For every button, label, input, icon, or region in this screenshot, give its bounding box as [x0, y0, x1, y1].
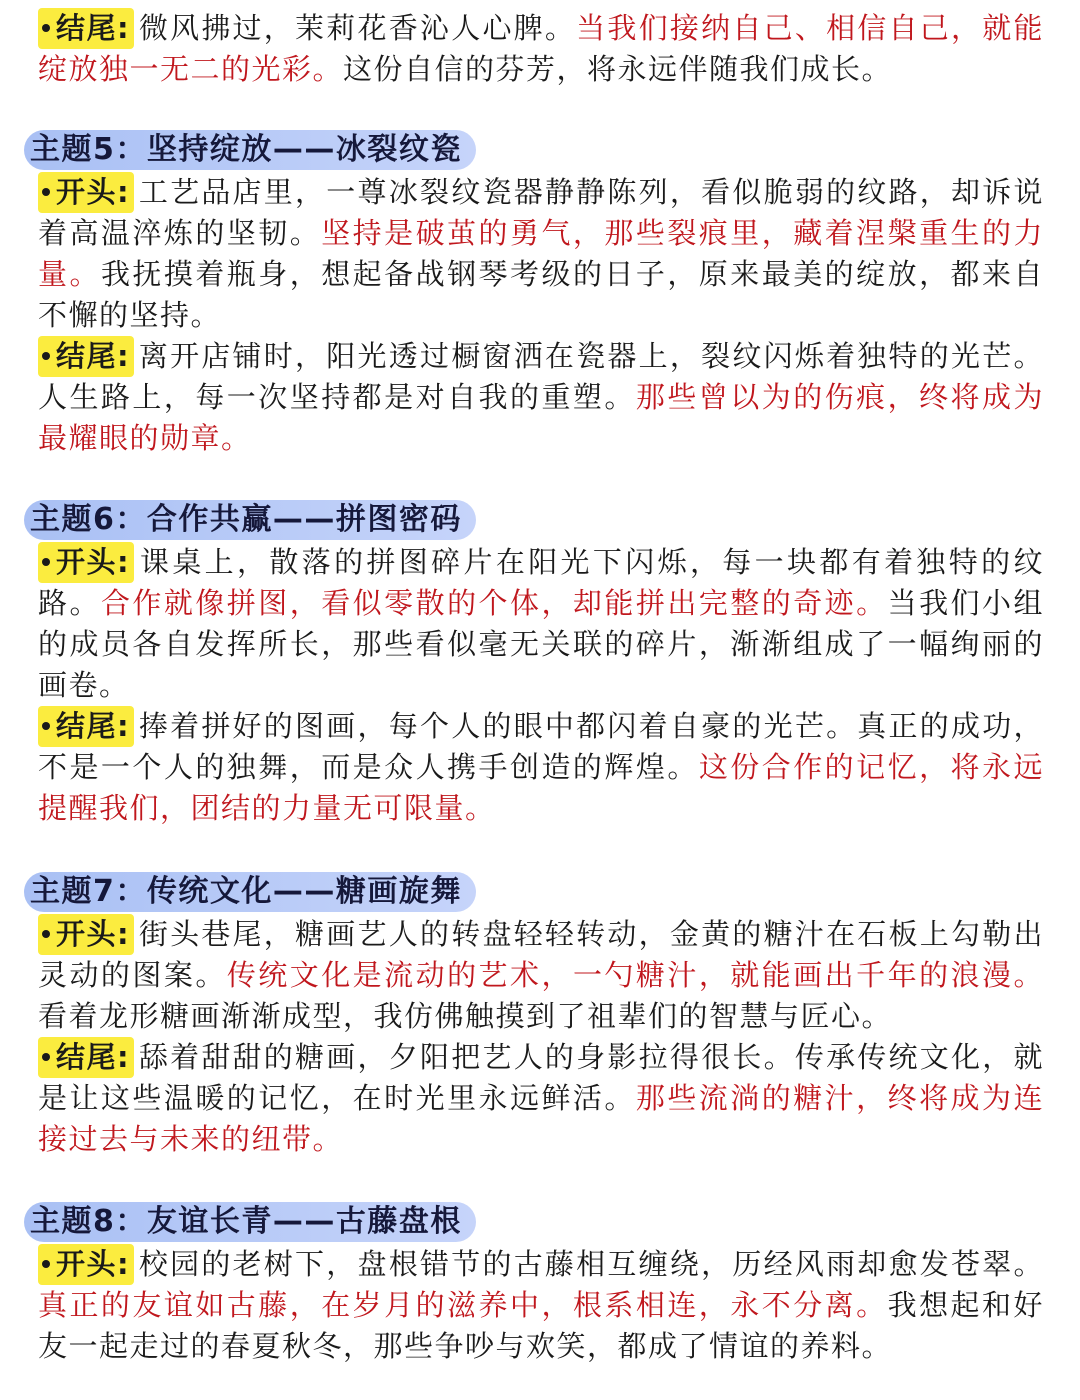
bullet-dot-icon: [42, 1053, 50, 1061]
ending-tail: 这份自信的芬芳，将永远伴随我们成长。: [343, 52, 893, 86]
opening-text: 校园的老树下，盘根错节的古藤相互缠绕，历经风雨却愈发苍翠。: [138, 1247, 1044, 1281]
opening-highlight: 坚持是破茧的勇气，那些裂痕里，藏着涅槃重生的力量。: [38, 216, 1044, 291]
opening-text: 工艺品店里，一尊冰裂纹瓷器静静陈列，看似脆弱的纹路，却诉说着高温淬炼的坚韧。: [38, 175, 1044, 250]
opening-text: 街头巷尾，糖画艺人的转盘轻轻转动，金黄的糖汁在石板上勾勒出灵动的图案。: [38, 917, 1044, 992]
bullet-dot-icon: [42, 1260, 50, 1268]
opening-highlight: 合作就像拼图，看似零散的个体，却能拼出完整的奇迹。: [100, 586, 888, 620]
theme-5-opening: [38, 172, 1044, 336]
bullet-dot-icon: [42, 722, 50, 730]
ending-tag: 结尾:: [38, 706, 134, 747]
theme-8-section: [30, 1202, 1044, 1367]
bullet-dot-icon: [42, 24, 50, 32]
intro-ending-paragraph: [38, 8, 1044, 90]
opening-highlight: 传统文化是流动的艺术，一勺糖汁，就能画出千年的浪漫。: [226, 958, 1044, 992]
theme-6-ending: [38, 706, 1044, 829]
bullet-dot-icon: [42, 558, 50, 566]
theme-5-ending: [38, 336, 1044, 459]
bullet-dot-icon: [42, 188, 50, 196]
ending-tag: 结尾:: [38, 336, 134, 377]
opening-tail: 当我们小组的成员各自发挥所长，那些看似毫无关联的碎片，渐渐组成了一幅绚丽的画卷。: [38, 586, 1044, 702]
ending-highlight: 当我们接纳自己、相信自己，就能绽放独一无二的光彩。: [38, 11, 1044, 86]
bullet-dot-icon: [42, 352, 50, 360]
theme-5-section: [30, 130, 1044, 459]
theme-8-opening: [38, 1244, 1044, 1367]
theme-8-title: 主题8：友谊长青——古藤盘根: [24, 1202, 476, 1242]
ending-text: 舔着甜甜的糖画，夕阳把艺人的身影拉得很长。传承传统文化，就是让这些温暖的记忆，在时光里永远鲜活。: [38, 1040, 1044, 1115]
theme-7-title: 主题7：传统文化——糖画旋舞: [24, 872, 476, 912]
opening-text: 课桌上，散落的拼图碎片在阳光下闪烁，每一块都有着独特的纹路。: [38, 545, 1044, 620]
ending-text: 微风拂过，茉莉花香沁人心脾。: [138, 11, 577, 45]
ending-highlight: 那些曾以为的伤痕，终将成为最耀眼的勋章。: [38, 380, 1044, 455]
intro-ending-block: [38, 8, 1044, 90]
opening-tag: 开头:: [38, 172, 134, 213]
ending-text: 捧着拼好的图画，每个人的眼中都闪着自豪的光芒。真正的成功，不是一个人的独舞，而是众人携手创造的辉煌。: [38, 709, 1044, 784]
theme-5-title: 主题5：坚持绽放——冰裂纹瓷: [24, 130, 476, 170]
theme-6-opening: [38, 542, 1044, 706]
opening-tail: 我抚摸着瓶身，想起备战钢琴考级的日子，原来最美的绽放，都来自不懈的坚持。: [38, 257, 1044, 332]
theme-7-ending: [38, 1037, 1044, 1160]
theme-6-title: 主题6：合作共赢——拼图密码: [24, 500, 476, 540]
opening-tail: 看着龙形糖画渐渐成型，我仿佛触摸到了祖辈们的智慧与匠心。: [38, 999, 893, 1033]
theme-6-section: [30, 500, 1044, 829]
opening-highlight: 真正的友谊如古藤，在岁月的滋养中，根系相连，永不分离。: [38, 1288, 888, 1322]
ending-highlight: 这份合作的记忆，将永远提醒我们，团结的力量无可限量。: [38, 750, 1044, 825]
bullet-dot-icon: [42, 930, 50, 938]
opening-tag: 开头:: [38, 914, 134, 955]
theme-7-section: [30, 872, 1044, 1160]
theme-7-opening: [38, 914, 1044, 1037]
opening-tag: 开头:: [38, 542, 134, 583]
ending-tag: 结尾:: [38, 1037, 134, 1078]
ending-highlight: 那些流淌的糖汁，终将成为连接过去与未来的纽带。: [38, 1081, 1044, 1156]
opening-tag: 开头:: [38, 1244, 134, 1285]
opening-tail: 我想起和好友一起走过的春夏秋冬，那些争吵与欢笑，都成了情谊的养料。: [38, 1288, 1044, 1363]
ending-text: 离开店铺时，阳光透过橱窗洒在瓷器上，裂纹闪烁着独特的光芒。人生路上，每一次坚持都是对自我的重塑。: [38, 339, 1044, 414]
ending-tag: 结尾:: [38, 8, 134, 49]
